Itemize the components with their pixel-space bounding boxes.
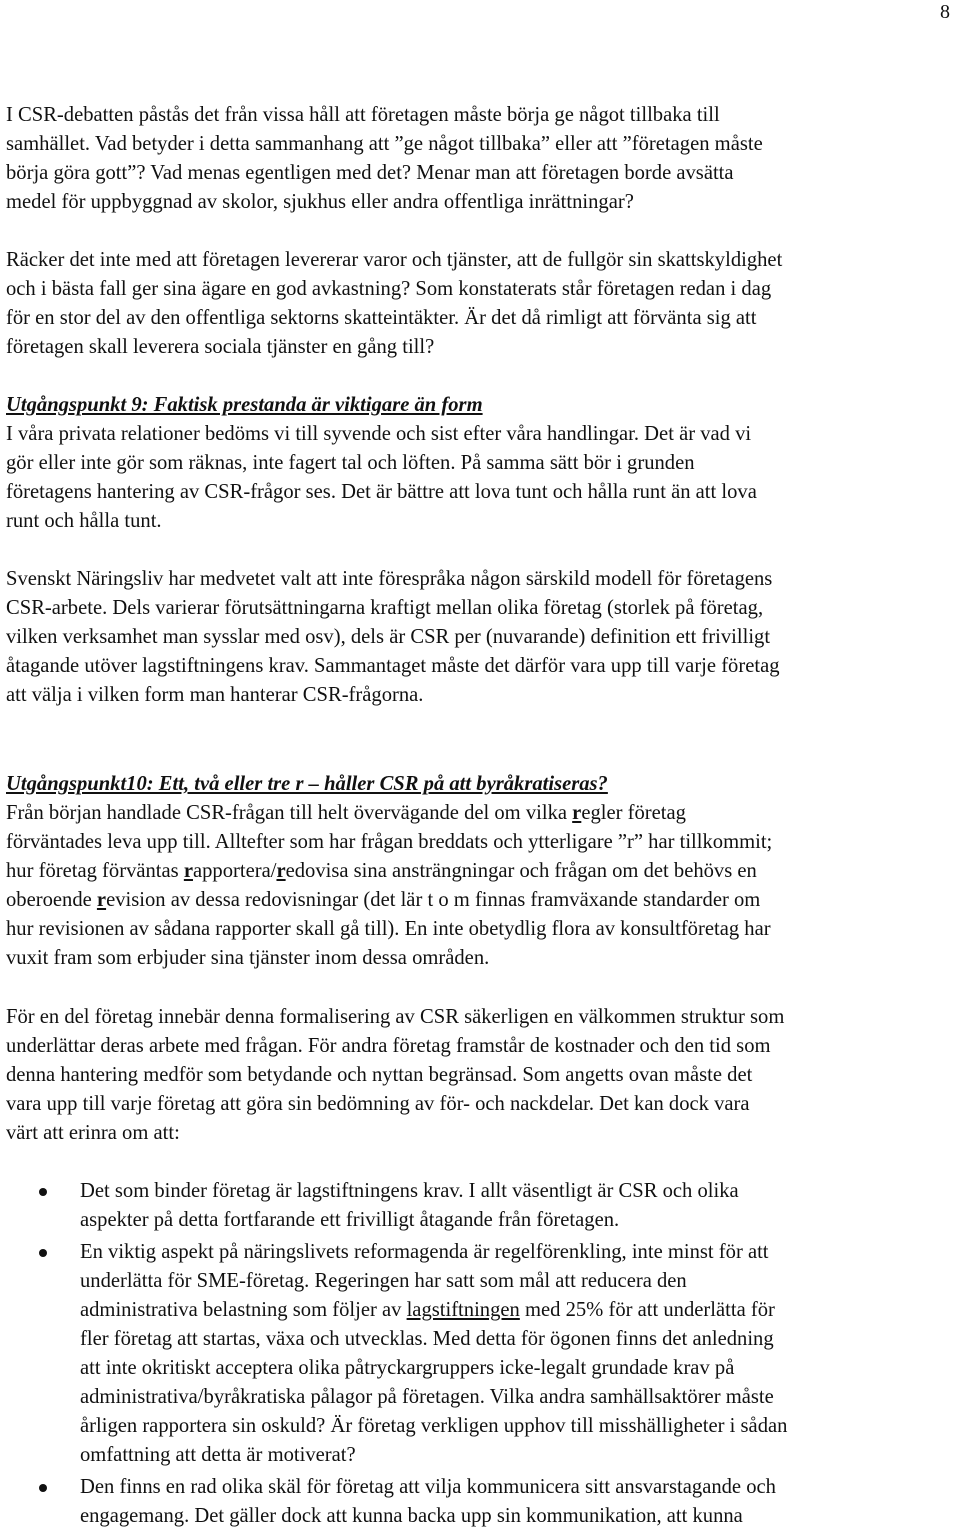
section-10	[6, 770, 958, 973]
text-line: En viktig aspekt på näringslivets reformagenda är regelförenkling, inte minst för att	[80, 1241, 769, 1263]
text-line: vuxit fram som erbjuder sina tjänster inom dessa områden.	[6, 947, 490, 969]
text-line: vilken verksamhet man sysslar med osv), dels är CSR per (nuvarande) definition ett frivilligt	[6, 626, 771, 648]
text-line: aspekter på detta fortfarande ett frivilligt åtagande från företagen.	[80, 1209, 620, 1231]
text-line: fler företag att startas, växa och utvecklas. Med detta för ögonen finns det anledning	[80, 1328, 774, 1350]
highlight-r: r	[183, 860, 193, 882]
paragraph-csr-debate	[6, 101, 958, 217]
text-line: företagen skall leverera sociala tjänster en gång till?	[6, 336, 435, 358]
bullet-icon	[39, 1249, 47, 1257]
lagstiftningen-link[interactable]: lagstiftningen	[406, 1299, 520, 1321]
text-line: Det som binder företag är lagstiftningens krav. I allt väsentligt är CSR och olika	[80, 1180, 739, 1202]
text-line: underlätta för SME-företag. Regeringen har satt som mål att reducera den	[80, 1270, 687, 1292]
text-line: Den finns en rad olika skäl för företag att vilja kommunicera sitt ansvarstagande och	[80, 1476, 776, 1498]
text-line: årligen rapportera sin oskuld? Är företag verkligen upphov till misshälligheter i sådan	[80, 1415, 788, 1437]
bullet-icon	[39, 1188, 47, 1196]
text-line: för en stor del av den offentliga sektorns skatteintäkter. Är det då rimligt att förvänta sig att	[6, 307, 757, 329]
highlight-r: r	[276, 860, 286, 882]
text-line: företagens hantering av CSR-frågor ses. Det är bättre att lova tunt och hålla runt än att lova	[6, 481, 757, 503]
highlight-r: r	[96, 889, 107, 911]
text-line: att välja i vilken form man hanterar CSR-frågorna.	[6, 684, 424, 706]
text-line: CSR-arbete. Dels varierar förutsättningarna kraftigt mellan olika företag (storlek på företag,	[6, 597, 764, 619]
text-line: I våra privata relationer bedöms vi till syvende och sist efter våra handlingar. Det är vad vi	[6, 423, 752, 445]
text-line: engagemang. Det gäller dock att kunna backa upp sin kommunikation, att kunna	[80, 1505, 743, 1527]
text-line: Svenskt Näringsliv har medvetet valt att inte förespråka någon särskild modell för företagens	[6, 568, 773, 590]
text-line: förväntades leva upp till. Alltefter som har frågan breddats och ytterligare ”r” har tillkommit;	[6, 831, 773, 853]
text-line: samhället. Vad betyder i detta sammanhang att ”ge något tillbaka” eller att ”företagen måste	[6, 133, 763, 155]
text-line: runt och hålla tunt.	[6, 510, 162, 532]
text-line: Räcker det inte med att företagen levererar varor och tjänster, att de fullgör sin skattskyldighet	[6, 249, 783, 271]
text-line: hur företag förväntas rapportera/redovisa sina ansträngningar och frågan om det behövs en	[6, 860, 757, 882]
list-item	[0, 1238, 960, 1470]
text-line: gör eller inte gör som räknas, inte fagert tal och löften. På samma sätt bör i grunden	[6, 452, 695, 474]
paragraph-tax-duty	[6, 246, 958, 362]
text-line: vara upp till varje företag att göra sin bedömning av för- och nackdelar. Det kan dock vara	[6, 1093, 750, 1115]
text-line: administrativa/byråkratiska pålagor på företagen. Vilka andra samhällsaktörer måste	[80, 1386, 774, 1408]
text-line: att inte okritiskt acceptera olika påtryckargruppers icke-legalt grundade krav på	[80, 1357, 735, 1379]
paragraph-formalisation	[6, 1003, 958, 1148]
text-line: medel för uppbyggnad av skolor, sjukhus eller andra offentliga inrättningar?	[6, 191, 634, 213]
text-line: omfattning att detta är motiverat?	[80, 1444, 356, 1466]
page-number: 8	[940, 1, 950, 23]
section-heading-10: Utgångspunkt10: Ett, två eller tre r – håller CSR på att byråkratiseras?	[6, 773, 608, 795]
list-item	[0, 1473, 960, 1531]
section-9	[6, 391, 958, 536]
text-line: åtagande utöver lagstiftningens krav. Sammantaget måste det därför vara upp till varje företag	[6, 655, 780, 677]
text-line: denna hantering medför som betydande och nyttan begränsad. Som angetts ovan måste det	[6, 1064, 753, 1086]
list-item	[0, 1177, 960, 1235]
paragraph-svenskt-naringsliv	[6, 565, 958, 710]
text-line: oberoende revision av dessa redovisningar (det lär t o m finnas framväxande standarder om	[6, 889, 761, 911]
text-line: För en del företag innebär denna formalisering av CSR säkerligen en välkommen struktur som	[6, 1006, 785, 1028]
bullet-list	[0, 1177, 960, 1531]
text-line: börja göra gott”? Vad menas egentligen med det? Menar man att företagen borde avsätta	[6, 162, 734, 184]
text-line: administrativa belastning som följer av lagstiftningen med 25% för att underlätta för	[80, 1299, 775, 1321]
text-line: Från början handlade CSR-frågan till helt övervägande del om vilka regler företag	[6, 802, 686, 824]
section-heading-9: Utgångspunkt 9: Faktisk prestanda är viktigare än form	[6, 394, 483, 416]
text-line: värt att erinra om att:	[6, 1122, 180, 1144]
text-line: underlättar deras arbete med frågan. För andra företag framstår de kostnader och den tid som	[6, 1035, 771, 1057]
bullet-icon	[39, 1484, 47, 1492]
text-line: och i bästa fall ger sina ägare en god avkastning? Som konstaterats står företagen redan i dag	[6, 278, 772, 300]
highlight-r: r	[572, 802, 582, 824]
text-line: hur revisionen av sådana rapporter skall gå till). En inte obetydlig flora av konsultföretag har	[6, 918, 771, 940]
text-line: I CSR-debatten påstås det från vissa håll att företagen måste börja ge något tillbaka till	[6, 104, 720, 126]
